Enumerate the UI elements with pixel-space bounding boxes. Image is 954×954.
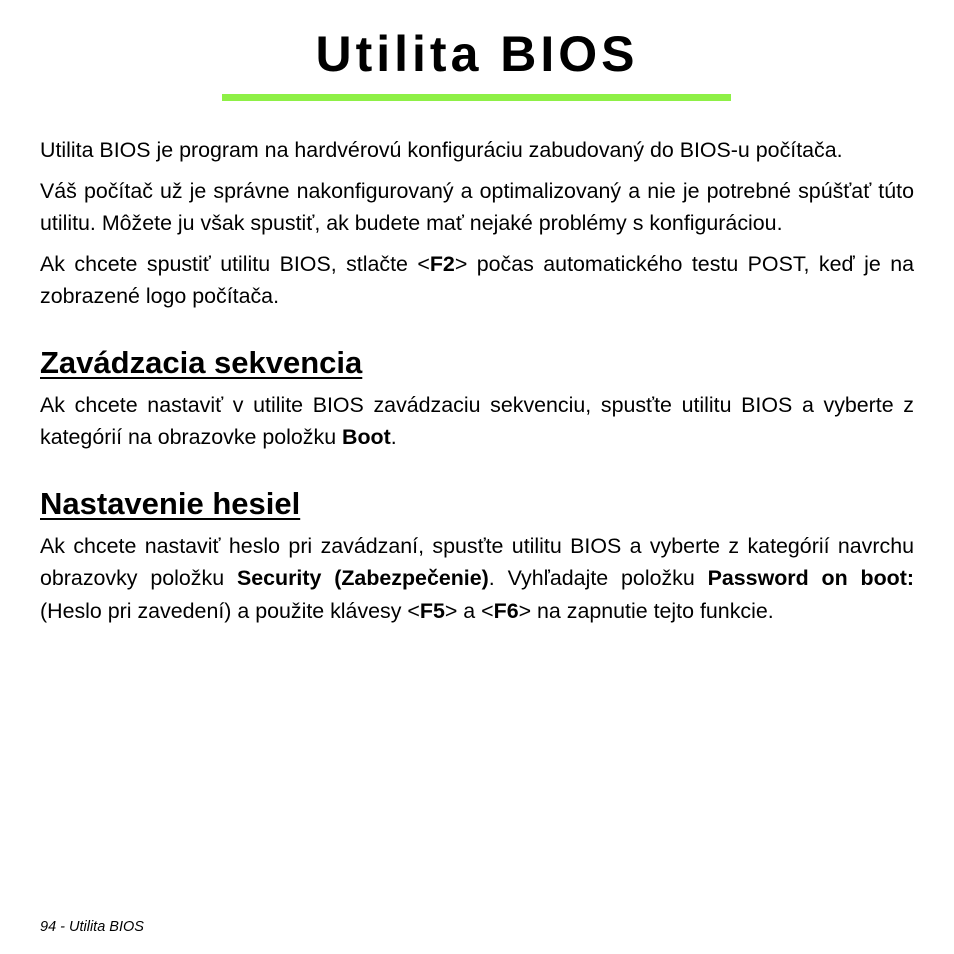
- passwords-text-5: > na zapnutie tejto funkcie.: [518, 598, 774, 623]
- boot-text-after: .: [390, 425, 397, 449]
- section-heading-passwords: Nastavenie hesiel: [40, 485, 301, 521]
- page-footer: 94 - Utilita BIOS: [40, 919, 144, 935]
- intro-paragraph-2: Váš počítač už je správne nakonfigurovaný a optimalizovaný a nie je potrebné spúšťať túto utilitu. Môžete ju však spustiť, ak budete mať nejaké problémy s konfiguráciou.: [40, 178, 914, 235]
- passwords-text-4: > a <: [444, 598, 494, 623]
- security-menu-label: Security (Zabezpečenie): [236, 566, 489, 590]
- section-heading-boot-sequence: Zavádzacia sekvencia: [40, 344, 363, 380]
- key-f5: F5: [419, 598, 445, 623]
- intro-paragraph-3: [40, 248, 914, 313]
- intro-p3-text-after: > počas automatického testu POST, keď je na zobrazené logo počítača.: [40, 251, 914, 308]
- intro-paragraph-1: Utilita BIOS je program na hardvérovú konfiguráciu zabudovaný do BIOS-u počítača.: [40, 138, 843, 162]
- passwords-text-3: (Heslo pri zavedení) a použite klávesy <: [40, 598, 420, 623]
- passwords-text-1: Ak chcete nastaviť heslo pri zavádzaní, spusťte utilitu BIOS a vyberte z kategórií navrchu obrazovky položku: [40, 533, 914, 590]
- intro-p3-text-before: Ak chcete spustiť utilitu BIOS, stlačte <: [40, 251, 430, 276]
- key-f2: F2: [429, 251, 455, 276]
- page-content: [40, 134, 914, 635]
- page-title: Utilita BIOS: [315, 26, 639, 82]
- passwords-paragraph: [40, 530, 914, 628]
- boot-sequence-paragraph: [40, 389, 914, 454]
- key-f6: F6: [493, 598, 519, 623]
- passwords-text-2: . Vyhľadajte položku: [488, 566, 708, 590]
- title-underline-bar: [222, 94, 731, 101]
- boot-text-before: Ak chcete nastaviť v utilite BIOS zavádzaciu sekvenciu, spusťte utilitu BIOS a vyberte z kategórií na obrazovke položku: [40, 392, 914, 449]
- boot-menu-label: Boot: [342, 425, 391, 449]
- password-on-boot-label: Password on boot:: [707, 566, 914, 590]
